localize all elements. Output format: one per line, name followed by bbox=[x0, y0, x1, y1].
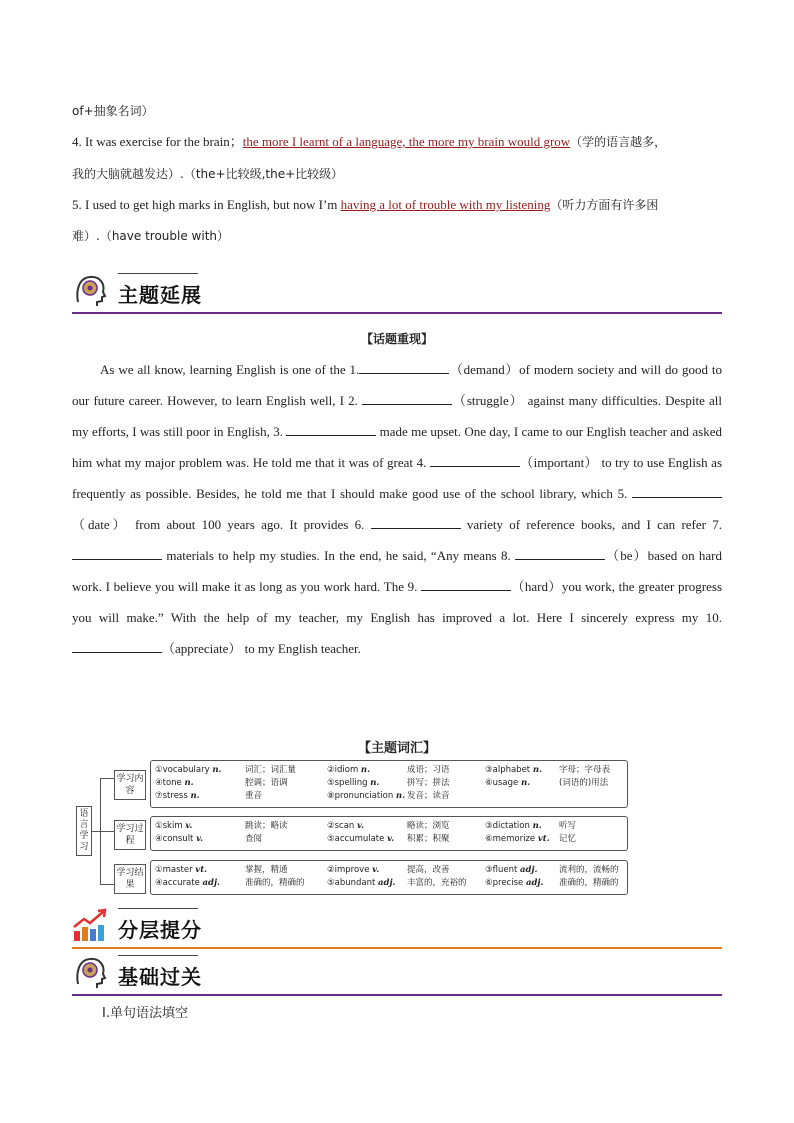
vocab-word: ③dictation n. bbox=[485, 821, 542, 831]
vocab-word: ⑤accumulate v. bbox=[327, 834, 395, 844]
section-title: 分层提分 bbox=[118, 918, 202, 942]
vocab-meaning: 准确的，精确的 bbox=[559, 878, 619, 888]
sentence-4-line2: 我的大脑就越发达）.（the+比较级,the+比较级） bbox=[72, 167, 344, 181]
vocab-meaning: 跳读；略读 bbox=[245, 821, 288, 831]
blank-1 bbox=[359, 362, 449, 374]
blank-8 bbox=[515, 548, 605, 560]
topic-subheading: 【话题重现】 bbox=[360, 332, 433, 346]
vocab-word: ②idiom n. bbox=[327, 765, 371, 775]
vocab-word: ④accurate adj. bbox=[155, 878, 221, 888]
vocab-word: ⑥precise adj. bbox=[485, 878, 544, 888]
vocab-category: 学习过程 bbox=[114, 820, 146, 850]
vocab-meaning: 查阅 bbox=[245, 834, 263, 844]
vocab-word: ③alphabet n. bbox=[485, 765, 542, 775]
passage-text: （date） from about 100 years ago. It provides 6. bbox=[72, 517, 371, 532]
vocab-meaning: 听写 bbox=[559, 821, 577, 831]
section-header-levels bbox=[72, 903, 722, 949]
sentence-5-answer: having a lot of trouble with my listening bbox=[340, 197, 551, 212]
passage-text: （demand）of modern society and will do good to our future career. However, to learn English well, I 2. bbox=[72, 362, 722, 408]
vocab-meaning: 词汇；词汇量 bbox=[245, 765, 297, 775]
passage-text: （appreciate） to my English teacher. bbox=[162, 641, 361, 656]
vocab-word: ⑥usage n. bbox=[485, 778, 531, 788]
passage-text: made me upset. One day, I came to our English teacher and asked him what my major problem was. He told me that it was of great 4. bbox=[72, 424, 722, 470]
vocab-meaning: 发音；读音 bbox=[407, 791, 450, 801]
vocab-word: ①vocabulary n. bbox=[155, 765, 222, 775]
sentence-5-line2: 难）.（have trouble with） bbox=[72, 229, 230, 243]
growth-chart-icon bbox=[72, 907, 108, 943]
vocab-root: 语言学习 bbox=[76, 806, 92, 856]
vocab-heading: 【主题词汇】 bbox=[357, 741, 436, 756]
vocab-word: ①skim v. bbox=[155, 821, 193, 831]
vocab-meaning: 字母；字母表 bbox=[559, 765, 611, 775]
blank-5 bbox=[632, 486, 722, 498]
blank-6 bbox=[371, 517, 461, 529]
passage bbox=[72, 354, 722, 664]
vocab-word: ④consult v. bbox=[155, 834, 204, 844]
vocab-word: ⑥memorize vt. bbox=[485, 834, 550, 844]
vocab-meaning: (词语的)用法 bbox=[559, 778, 609, 788]
vocab-word: ⑦stress n. bbox=[155, 791, 200, 801]
sentence-4-note: （学的语言越多， bbox=[570, 135, 667, 149]
vocab-category: 学习结果 bbox=[114, 864, 146, 894]
vocab-diagram bbox=[76, 760, 628, 896]
vocab-word: ⑧pronunciation n. bbox=[327, 791, 406, 801]
vocab-category: 学习内容 bbox=[114, 770, 146, 800]
passage-text: materials to help my studies. In the end, he said, “Any means 8. bbox=[162, 548, 516, 563]
vocab-group-box bbox=[150, 860, 628, 895]
vocab-meaning: 略读；浏览 bbox=[407, 821, 450, 831]
sentence-4-prefix: 4. It was exercise for the brain； bbox=[72, 134, 243, 149]
exercise-heading: Ⅰ.单句语法填空 bbox=[102, 1006, 188, 1021]
blank-2 bbox=[362, 393, 452, 405]
section-header-theme bbox=[72, 268, 722, 314]
vocab-group-box bbox=[150, 760, 628, 808]
vocab-meaning: 腔调；语调 bbox=[245, 778, 288, 788]
blank-4 bbox=[430, 455, 520, 467]
vocab-meaning: 掌握，精通 bbox=[245, 865, 288, 875]
section-title: 基础过关 bbox=[118, 965, 202, 989]
text-line: of+抽象名词） bbox=[72, 104, 154, 118]
vocab-word: ⑤spelling n. bbox=[327, 778, 380, 788]
sentence-4 bbox=[72, 133, 666, 151]
sentence-5 bbox=[72, 196, 658, 214]
vocab-word: ⑤abundant adj. bbox=[327, 878, 396, 888]
section-header-basics bbox=[72, 950, 722, 996]
vocab-meaning: 丰富的，充裕的 bbox=[407, 878, 467, 888]
sentence-4-answer: the more I learnt of a language, the more my brain would grow bbox=[242, 134, 571, 149]
vocab-word: ②scan v. bbox=[327, 821, 365, 831]
blank-7 bbox=[72, 548, 162, 560]
blank-10 bbox=[72, 641, 162, 653]
passage-text: （be）based on hard work. I believe you will make it as long as you work hard. The 9. bbox=[72, 548, 722, 594]
head-brain-icon bbox=[72, 954, 108, 990]
head-brain-icon bbox=[72, 272, 108, 308]
sentence-5-prefix: 5. I used to get high marks in English, but now I’m bbox=[72, 197, 341, 212]
section-title: 主题延展 bbox=[118, 283, 202, 307]
passage-text: （important） to try to use English as frequently as possible. Besides, he told me that I should make good use of the school library, which 5. bbox=[72, 455, 722, 501]
sentence-5-note: （听力方面有许多困 bbox=[550, 198, 659, 212]
vocab-meaning: 提高，改善 bbox=[407, 865, 450, 875]
vocab-meaning: 准确的，精确的 bbox=[245, 878, 305, 888]
vocab-meaning: 记忆 bbox=[559, 834, 577, 844]
vocab-meaning: 拼写；拼法 bbox=[407, 778, 450, 788]
vocab-meaning: 重音 bbox=[245, 791, 263, 801]
vocab-meaning: 流利的，流畅的 bbox=[559, 865, 619, 875]
passage-text: （hard）you work, the greater progress you will make.” With the help of my teacher, my English has improved a lot. Here I sincerely express my 10. bbox=[72, 579, 723, 625]
vocab-meaning: 成语；习语 bbox=[407, 765, 450, 775]
vocab-group-box bbox=[150, 816, 628, 851]
passage-text: （struggle） against many difficulties. Despite all my efforts, I was still poor in English, 3. bbox=[72, 393, 722, 439]
vocab-word: ①master vt. bbox=[155, 865, 208, 875]
passage-text: As we all know, learning English is one of the 1. bbox=[100, 362, 360, 377]
vocab-word: ④tone n. bbox=[155, 778, 194, 788]
blank-9 bbox=[421, 579, 511, 591]
blank-3 bbox=[286, 424, 376, 436]
vocab-word: ③fluent adj. bbox=[485, 865, 538, 875]
vocab-word: ②improve v. bbox=[327, 865, 380, 875]
vocab-meaning: 积累；积聚 bbox=[407, 834, 450, 844]
passage-text: variety of reference books, and I can refer 7. bbox=[460, 517, 722, 532]
